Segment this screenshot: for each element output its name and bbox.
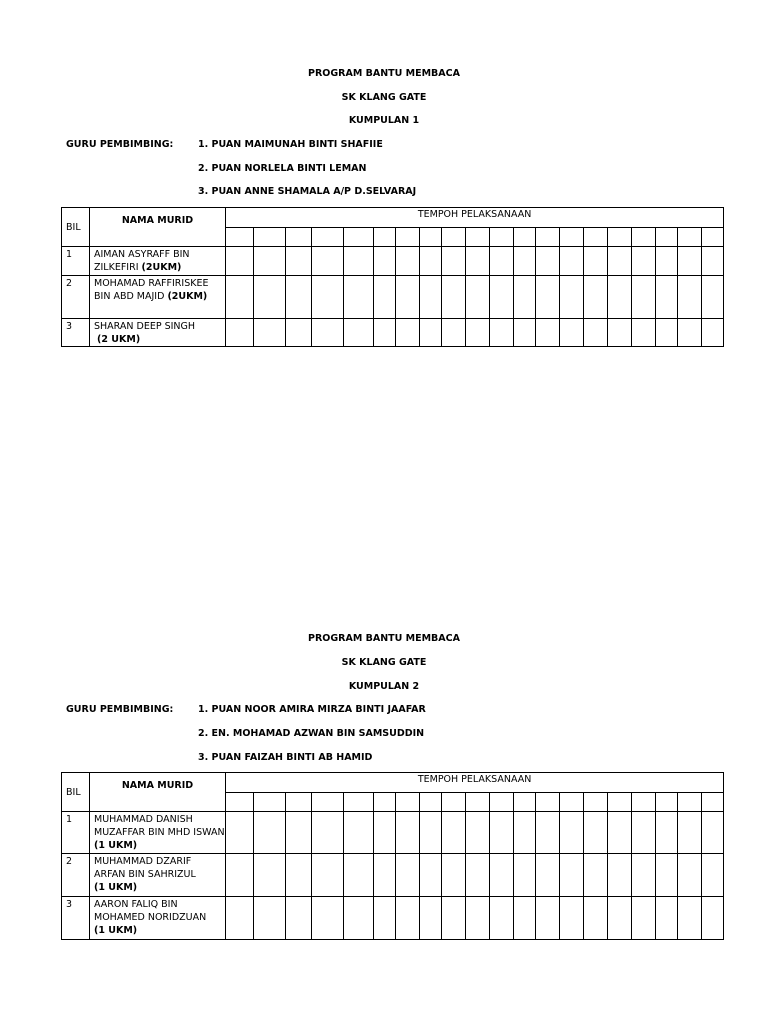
schedule-table — [61, 207, 724, 347]
table-row — [62, 247, 724, 276]
row-bil: 1 — [62, 247, 90, 276]
student-ukm: (2UKM) — [141, 262, 182, 273]
table-row — [62, 319, 724, 347]
student-name: AIMAN ASYRAFF BIN ZILKEFIRI — [94, 249, 190, 273]
header-bil: BIL — [62, 208, 90, 247]
guru-label: GURU PEMBIMBING: — [66, 139, 174, 150]
row-bil: 3 — [62, 319, 90, 347]
student-ukm: (1 UKM) — [94, 840, 138, 851]
student-ukm: (1 UKM) — [94, 925, 138, 936]
guru-item: 2. EN. MOHAMAD AZWAN BIN SAMSUDDIN — [198, 728, 425, 739]
row-nama — [90, 812, 226, 854]
program-title: PROGRAM BANTU MEMBACA — [308, 68, 460, 79]
row-bil: 3 — [62, 897, 90, 940]
school-title: SK KLANG GATE — [341, 92, 427, 103]
header-bil: BIL — [62, 773, 90, 812]
student-name: MUHAMMAD DZARIF ARFAN BIN SAHRIZUL — [94, 856, 196, 880]
student-ukm: (2UKM) — [167, 291, 208, 302]
header-tempoh-pelaksanaan: TEMPOH PELAKSANAAN — [226, 773, 724, 793]
guru-label: GURU PEMBIMBING: — [66, 704, 174, 715]
header-nama-murid: NAMA MURID — [90, 208, 226, 247]
guru-item: 1. PUAN MAIMUNAH BINTI SHAFIIE — [198, 139, 383, 150]
table-row — [62, 897, 724, 940]
row-nama — [90, 247, 226, 276]
program-title: PROGRAM BANTU MEMBACA — [308, 633, 460, 644]
row-nama — [90, 854, 226, 897]
guru-item: 1. PUAN NOOR AMIRA MIRZA BINTI JAAFAR — [198, 704, 426, 715]
student-name: MOHAMAD RAFFIRISKEE BIN ABD MAJID — [94, 278, 209, 302]
guru-item: 2. PUAN NORLELA BINTI LEMAN — [198, 163, 367, 174]
student-name: SHARAN DEEP SINGH — [94, 321, 196, 332]
row-bil: 2 — [62, 276, 90, 319]
student-name: AARON FALIQ BIN MOHAMED NORIDZUAN — [94, 899, 207, 923]
student-name: MUHAMMAD DANISH MUZAFFAR BIN MHD ISWAN — [94, 814, 225, 838]
kumpulan-title: KUMPULAN 1 — [348, 115, 420, 126]
guru-item: 3. PUAN FAIZAH BINTI AB HAMID — [198, 752, 373, 763]
student-ukm: (2 UKM) — [97, 334, 141, 345]
schedule-table — [61, 772, 724, 940]
row-bil: 1 — [62, 812, 90, 854]
kumpulan-title: KUMPULAN 2 — [348, 681, 420, 692]
row-bil: 2 — [62, 854, 90, 897]
school-title: SK KLANG GATE — [341, 657, 427, 668]
student-ukm: (1 UKM) — [94, 882, 138, 893]
table-row — [62, 812, 724, 854]
table-row — [62, 854, 724, 897]
header-nama-murid: NAMA MURID — [90, 773, 226, 812]
header-tempoh-pelaksanaan: TEMPOH PELAKSANAAN — [226, 208, 724, 228]
row-nama — [90, 319, 226, 347]
row-nama — [90, 897, 226, 940]
guru-item: 3. PUAN ANNE SHAMALA A/P D.SELVARAJ — [198, 186, 417, 197]
table-row — [62, 276, 724, 319]
row-nama — [90, 276, 226, 319]
